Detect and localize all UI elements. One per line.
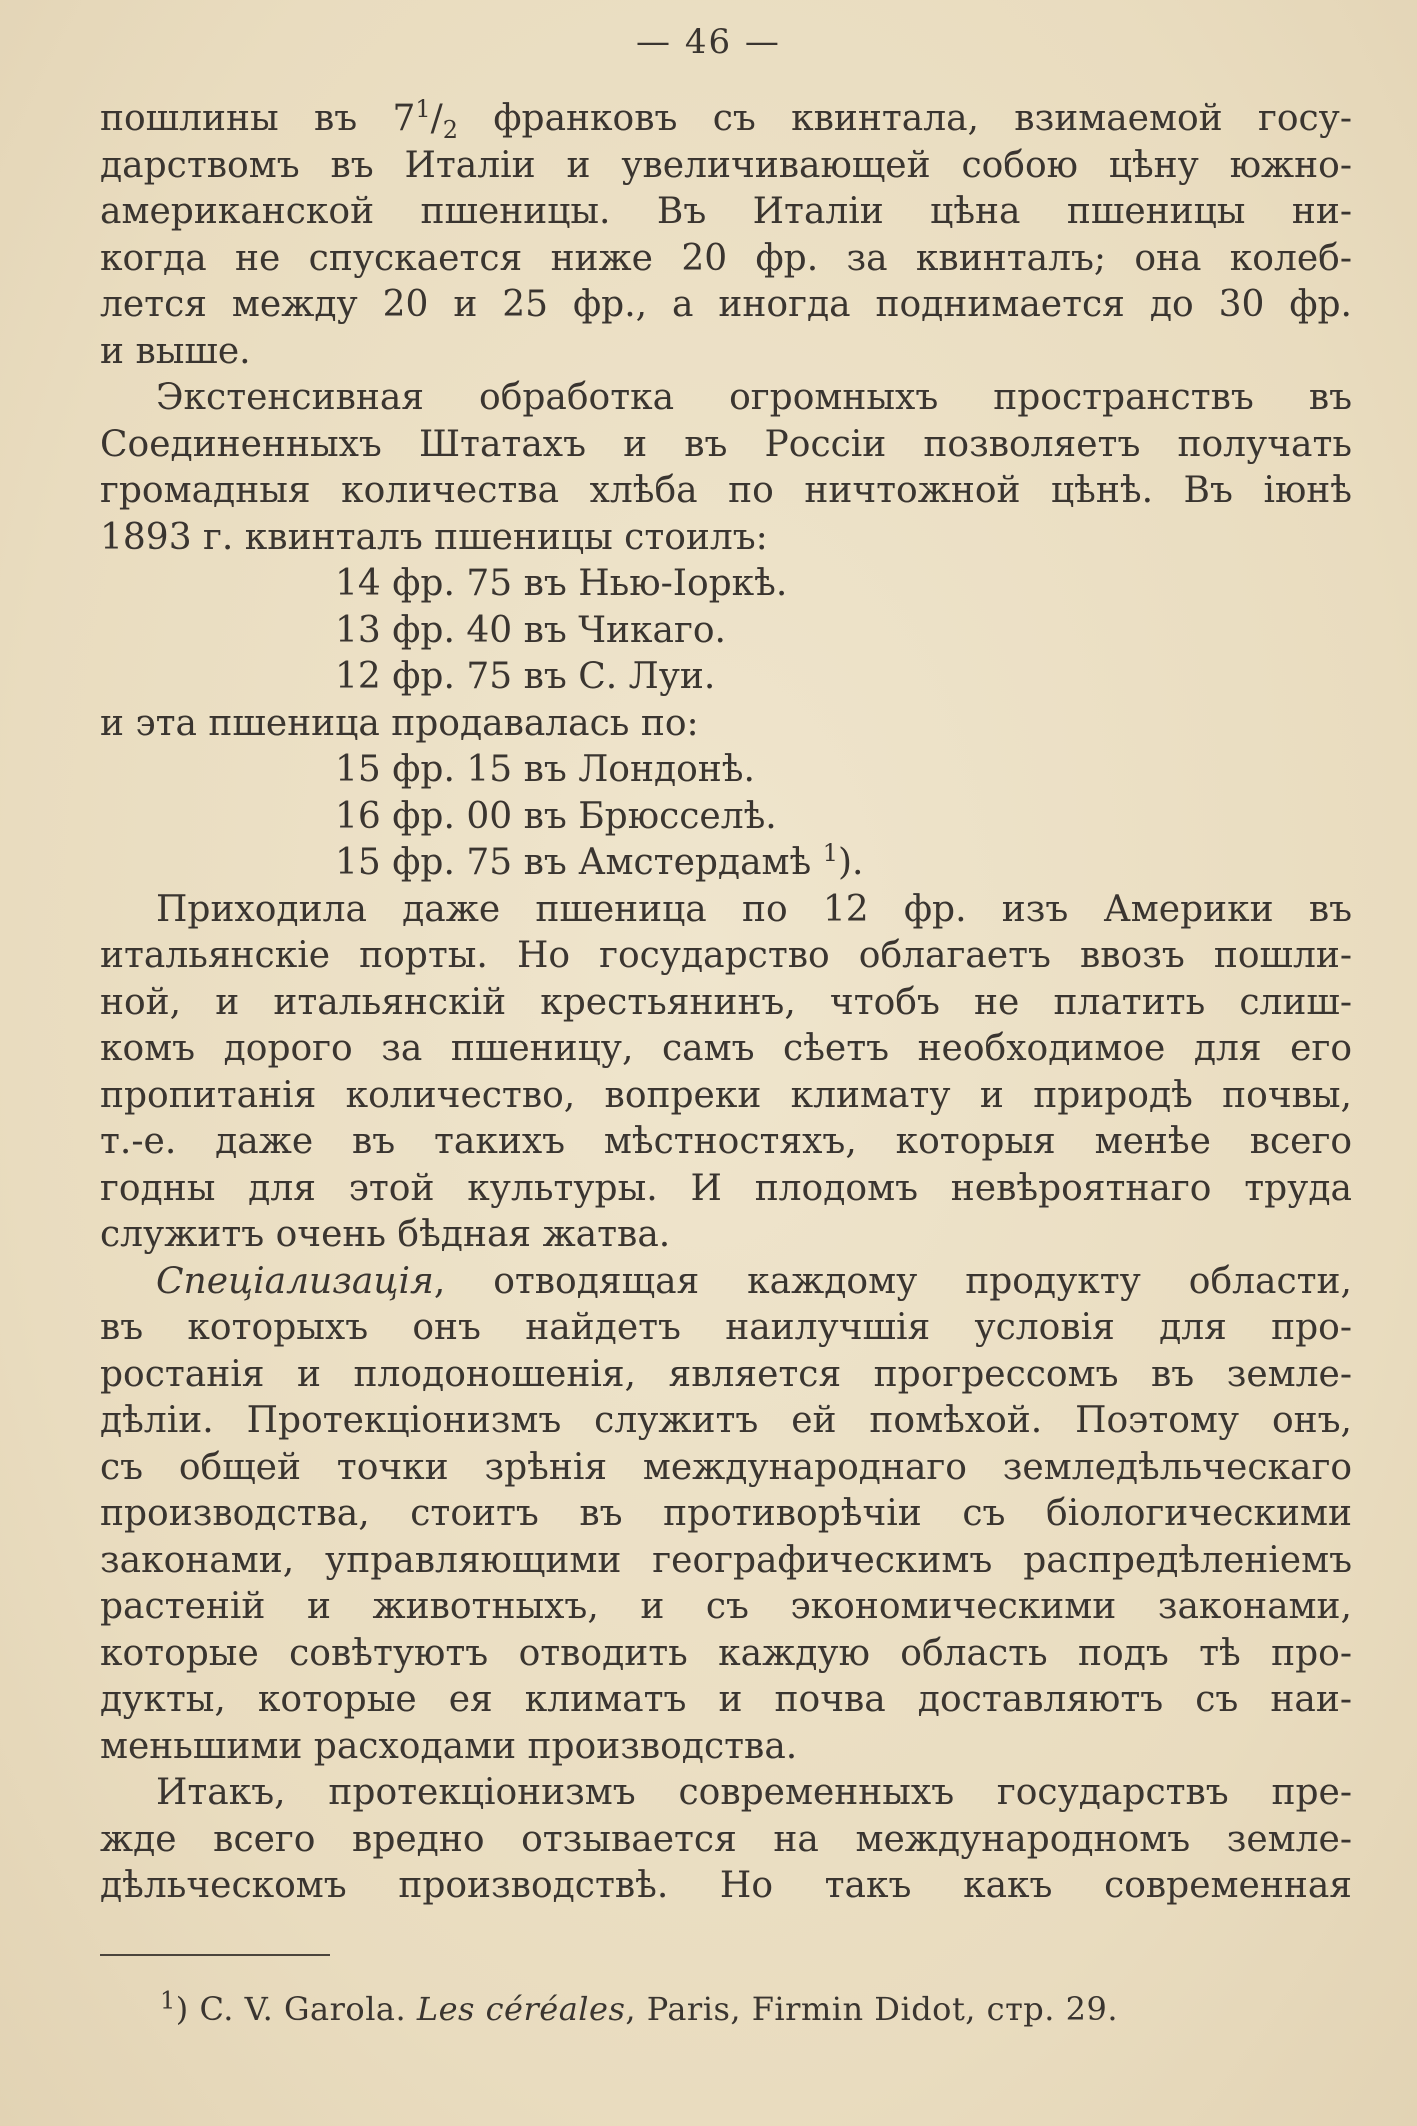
price-list-item: 13 фр. 40 въ Чикаго. (335, 609, 726, 651)
text-line: дукты, которые ея климатъ и почва доставляютъ съ наи- (100, 1679, 1352, 1720)
price-list-item: 15 фр. 15 въ Лондонѣ. (335, 749, 755, 790)
price-list-item: 12 фр. 75 въ С. Луи. (335, 656, 716, 697)
text-line: Спеціализація, отводящая каждому продукту области, (156, 1260, 1352, 1302)
price-list-item: 14 фр. 75 въ Нью-Іоркѣ. (335, 563, 788, 604)
text-line: дѣльческомъ производствѣ. Но такъ какъ современная (100, 1865, 1352, 1906)
text-line: законами, управляющими географическимъ распредѣленіемъ (100, 1539, 1352, 1581)
page-number: — 46 — (636, 22, 781, 62)
text-line: служитъ очень бѣдная жатва. (100, 1214, 671, 1255)
text-line: въ которыхъ онъ найдетъ наилучшія условія для про- (100, 1307, 1352, 1348)
text-line: меньшими расходами производства. (100, 1725, 798, 1767)
text-line: когда не спускается ниже 20 фр. за квинталъ; она колеб- (100, 237, 1352, 279)
text-line: Итакъ, протекціонизмъ современныхъ государствъ пре- (156, 1772, 1352, 1813)
text-line: растеній и животныхъ, и съ экономическими законами, (100, 1586, 1352, 1627)
text-line: и эта пшеница продавалась по: (100, 702, 699, 744)
text-line: годны для этой культуры. И плодомъ невѣроятнаго труда (100, 1167, 1352, 1209)
text-line: комъ дорого за пшеницу, самъ сѣетъ необходимое для его (100, 1028, 1352, 1069)
price-list-item: 16 фр. 00 въ Брюсселѣ. (335, 795, 777, 837)
emphasized-term: Спеціализація (156, 1260, 434, 1302)
fraction-numerator: 1 (415, 95, 431, 123)
text-line: итальянскіе порты. Но государство облагаетъ ввозъ пошли- (100, 935, 1352, 976)
text-line: дарствомъ въ Италіи и увеличивающей собою цѣну южно- (100, 144, 1352, 186)
text-line: Соединенныхъ Штатахъ и въ Россіи позволяетъ получать (100, 423, 1352, 465)
footnote-reference[interactable]: 1 (822, 839, 838, 867)
text-line: ростанія и плодоношенія, является прогрессомъ въ земле- (100, 1353, 1352, 1395)
body-text (100, 96, 1352, 1910)
text-line: жде всего вредно отзывается на международномъ земле- (100, 1818, 1352, 1860)
text-line: Приходила даже пшеница по 12 фр. изъ Америки въ (156, 888, 1352, 930)
price-list-item: 15 фр. 75 въ Амстердамѣ $^1$). (335, 839, 864, 883)
text-line: пошлины въ $7^1/_2$ франковъ съ квинтала, взимаемой госу- (100, 95, 1353, 145)
footnote-marker: 1 (160, 1986, 176, 2015)
text-line: которые совѣтуютъ отводить каждую область подъ тѣ про- (100, 1632, 1352, 1674)
text-line: громадныя количества хлѣба по ничтожной цѣнѣ. Въ іюнѣ (100, 470, 1352, 511)
text-line: 1893 г. квинталъ пшеницы стоилъ: (100, 516, 768, 558)
text-line: и выше. (100, 330, 251, 372)
text-line: дѣліи. Протекціонизмъ служитъ ей помѣхой. Поэтому онъ, (100, 1400, 1352, 1441)
text-line: съ общей точки зрѣнія международнаго земледѣльческаго (100, 1446, 1352, 1488)
text-line: Экстенсивная обработка огромныхъ пространствъ въ (156, 377, 1352, 418)
footnote: $^1$) C. V. Garola. Les céréales, Paris, Firmin Didot, стр. 29. (160, 1986, 1118, 2028)
text-line: лется между 20 и 25 фр., а иногда поднимается до 30 фр. (100, 284, 1352, 325)
text-line: американской пшеницы. Въ Италіи цѣна пшеницы ни- (100, 191, 1352, 232)
text-line: пропитанія количество, вопреки климату и природѣ почвы, (100, 1074, 1352, 1116)
cited-title: Les céréales (416, 1990, 626, 2028)
text-line: т.-е. даже въ такихъ мѣстностяхъ, которыя менѣе всего (100, 1121, 1352, 1162)
fraction-denominator: 2 (442, 116, 459, 145)
text-line: ной, и итальянскій крестьянинъ, чтобъ не платить слиш- (100, 981, 1352, 1023)
text-line: производства, стоитъ въ противорѣчіи съ біологическими (100, 1493, 1352, 1534)
footnote-divider (100, 1954, 330, 1956)
